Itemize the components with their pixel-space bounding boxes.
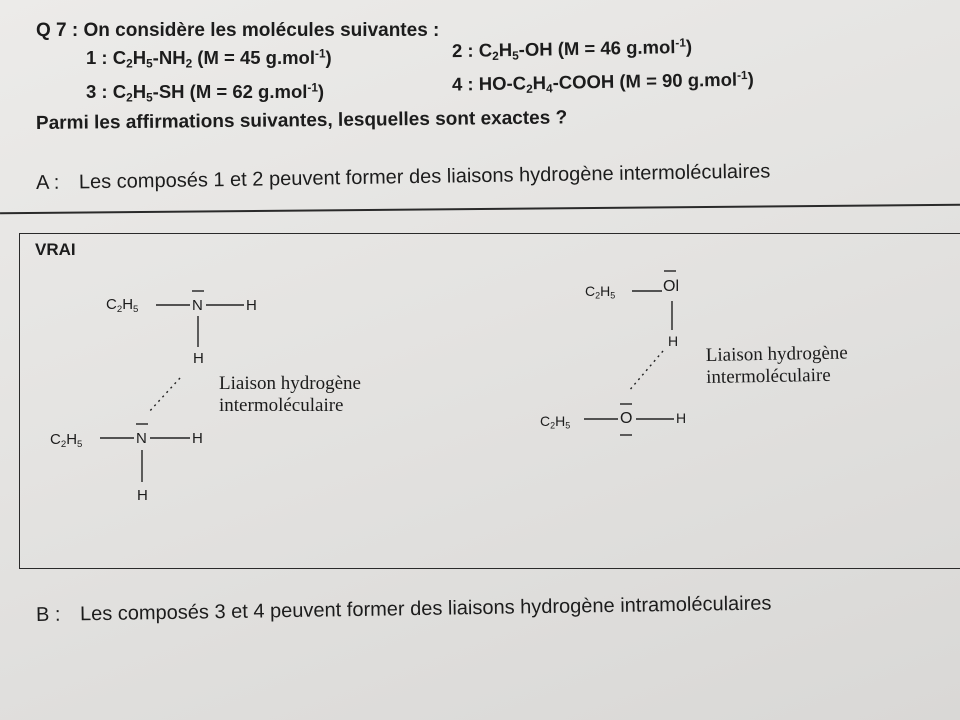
statement-b-label: B :: [35, 603, 61, 626]
amine-bottom-h-right: H: [192, 430, 203, 447]
amine-hbond-label: Liaison hydrogène intermoléculaire: [219, 373, 361, 416]
amine-bottom-ethyl: $C_2H_5$: [50, 431, 83, 450]
statement-a-text: Les composés 1 et 2 peuvent former des liaisons hydrogène intermoléculaires: [78, 160, 771, 194]
answer-verdict: VRAI: [35, 240, 76, 259]
hydrogen-bond-dotted: [148, 378, 180, 413]
question-intro: On considère les molécules suivantes :: [83, 20, 440, 41]
statement-b-text: Les composés 3 et 4 peuvent former des liaisons hydrogène intramoléculaires: [79, 592, 772, 626]
alcohol-hbond-label: Liaison hydrogène intermoléculaire: [705, 342, 848, 388]
molecule-2: 2 : $C_2H_5-OH$ (M = 46 g.mol$^{-1}$): [451, 35, 693, 63]
alcohol-bottom-o: O: [620, 410, 633, 427]
question-prompt: Parmi les affirmations suivantes, lesquelles sont exactes ?: [35, 107, 568, 134]
molecule-3: 3 : $C_2H_5-SH$ (M = 62 g.mol$^{-1}$): [86, 80, 325, 105]
alcohol-top-o: Ol: [663, 278, 679, 295]
molecule-4: 4 : $HO-C_2H_4$-COOH (M = 90 g.mol$^{-1}$): [451, 67, 754, 96]
amine-top-ethyl: $C_2H_5$: [106, 296, 139, 315]
amine-top-h-right: H: [246, 297, 257, 314]
amine-top-n: N: [192, 297, 203, 314]
statement-a-label: A :: [35, 171, 60, 194]
molecule-1: 1 : $C_2H_5-NH_2$ (M = 45 g.mol$^{-1}$): [86, 46, 332, 71]
alcohol-bottom-ethyl: $C_2H_5$: [540, 413, 571, 431]
question-number: Q 7 :: [36, 20, 79, 41]
hydrogen-bond-dotted: [628, 351, 663, 392]
alcohol-bottom-h-right: H: [676, 410, 687, 426]
amine-bottom-n: N: [136, 430, 147, 447]
alcohol-top-h-bottom: H: [668, 333, 679, 349]
amine-top-h-bottom: H: [193, 350, 204, 367]
amine-bottom-h-bottom: H: [137, 487, 148, 504]
alcohol-top-ethyl: $C_2H_5$: [585, 283, 616, 301]
